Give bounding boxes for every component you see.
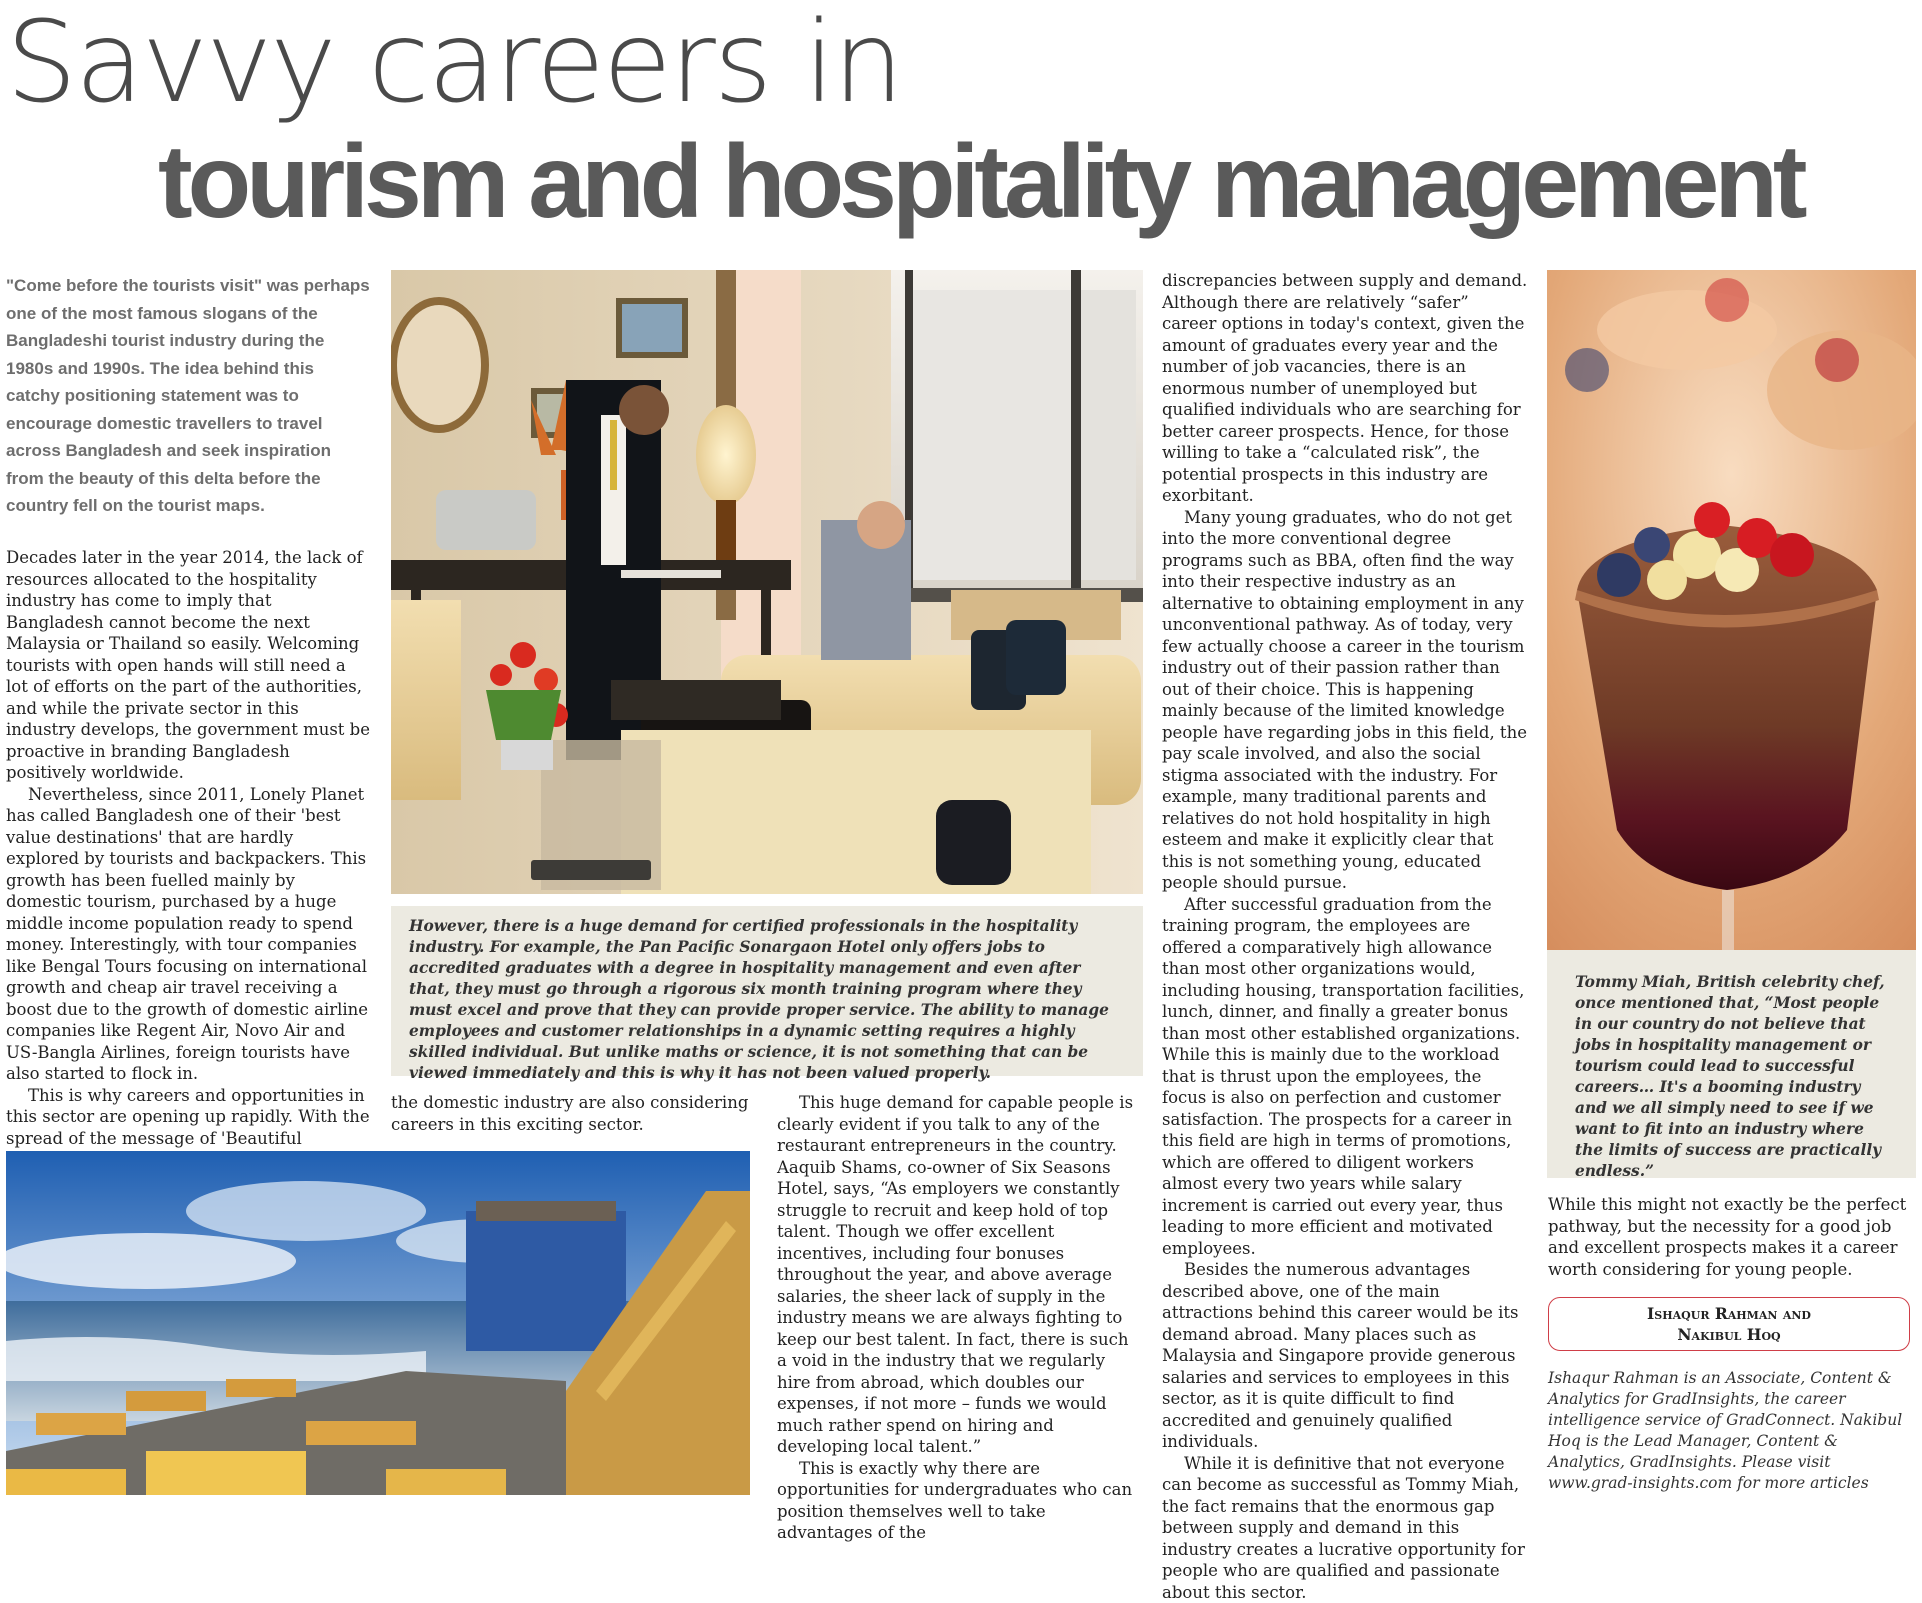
dessert-photo <box>1547 270 1916 950</box>
col4-paragraph-2: Many young graduates, who do not get into the more conventional degree programs such as BBA, often find the way into their respective industry as an alternative to obtaining employment in any unconventional pathway. As of today, very few actually choose a career in the tourism industry out of their passion rather than out of their choice. This is happening mainly because of the limited knowledge people have regarding jobs in this field, the pay scale involved, and also the social stigma associated with the industry. For example, many traditional parents and relatives do not hold hospitality in high esteem and make it explicitly clear that this is not something young, educated people should pursue. <box>1162 507 1528 894</box>
hotel-lounge-illustration <box>391 270 1143 894</box>
hotel-caption-text: However, there is a huge demand for certified professionals in the hospitality industry. For example, the Pan Pacific Sonargaon Hotel only offers jobs to accredited graduates with a degree in hospitality management and even after that, they must go through a rigorous six month training program where they must excel and prove that they can provide proper service. The ability to manage employees and customer relationships in a dynamic setting requires a highly skilled individual. But unlike maths or science, it is not something that can be viewed immediately and this is why it has not been valued properly. <box>409 916 1125 1084</box>
col1-paragraph-3: This is why careers and opportunities in this sector are opening up rapidly. With the spread of the message of 'Beautiful <box>6 1085 370 1171</box>
col4-paragraph-4: Besides the numerous advantages described above, one of the main attractions behind this career would be its demand abroad. Many places such as Malaysia and Singapore provide generous salaries and services to employees in this sector, as it is quite difficult to find accredited and genuinely qualified individuals. <box>1162 1259 1528 1453</box>
hotel-photo-caption <box>391 906 1143 1076</box>
author-bio <box>1548 1368 1914 1494</box>
author-byline <box>1548 1297 1910 1351</box>
chef-caption-text: Tommy Miah, British celebrity chef, once mentioned that, “Most people in our country do not believe that jobs in hospitality management or tourism could lead to successful careers… It's a booming industry and we all simply need to see if we want to fit into an industry where the limits of success are practically endless.” <box>1575 972 1892 1182</box>
column-2-continued <box>391 1092 751 1135</box>
col4-paragraph-1: discrepancies between supply and demand. Although there are relatively “safer” career options in today's context, given the amount of graduates every year and the number of job vacancies, there is an enormous number of unemployed but qualified individuals who are searching for better career prospects. Hence, for those willing to take a “calculated risk”, the potential prospects in this industry are exorbitant. <box>1162 270 1528 507</box>
dessert-illustration <box>1547 270 1916 950</box>
headline-line-1: Savvy careers in <box>6 4 902 122</box>
col3-paragraph-1: This huge demand for capable people is clearly evident if you talk to any of the restaurant entrepreneurs in the country. Aaquib Shams, co-owner of Six Seasons Hotel, says, “As employers we constantly struggle to recruit and keep hold of top talent. Though we offer excellent incentives, including four bonuses throughout the year, and above average salaries, the sheer lack of supply in the industry means we are always fighting to keep our best talent. In fact, there is such a void in the industry that we regularly hire from abroad, which doubles our expenses, if not more – funds we would much rather spend on hiring and developing local talent.” <box>777 1092 1137 1458</box>
column-1 <box>6 547 370 1171</box>
col4-paragraph-3: After successful graduation from the training program, the employees are offered a comparatively high allowance than most other organizations would, including housing, transportation facilities, lunch, dinner, and finally a greater bonus than most other established organizations. While this is mainly due to the workload that is thrust upon the employees, the focus is also on perfection and customer satisfaction. The prospects for a career in this field are high in terms of promotions, which are offered to diligent workers almost every two years while salary increment is carried out every year, thus leading to more efficient and motivated employees. <box>1162 894 1528 1260</box>
author-bio-text: Ishaqur Rahman is an Associate, Content & Analytics for GradInsights, the career intelligence service of GradConnect. Nakibul Hoq is the Lead Manager, Content & Analytics, GradInsights. Please visit www.grad-insights.com for more articles <box>1548 1368 1914 1494</box>
col4-paragraph-5: While it is definitive that not everyone can become as successful as Tommy Miah, the fact remains that the enormous gap between supply and demand in this industry creates a lucrative opportunity for people who are qualified and passionate about this sector. <box>1162 1453 1528 1603</box>
byline-line-2: Nakibul Hoq <box>1677 1324 1780 1345</box>
beach-deck-illustration <box>6 1151 750 1495</box>
col1-paragraph-2: Nevertheless, since 2011, Lonely Planet has called Bangladesh one of their 'best value destinations' that are hardly explored by tourists and backpackers. This growth has been fuelled mainly by domestic tourism, purchased by a huge middle income population ready to spend money. Interestingly, with tour companies like Bengal Tours focusing on international growth and cheap air travel receiving a boost due to the growth of domestic airline companies like Regent Air, Novo Air and US-Bangla Airlines, foreign tourists have also started to flock in. <box>6 784 370 1085</box>
column-5 <box>1548 1194 1914 1280</box>
hotel-lounge-photo <box>391 270 1143 894</box>
beach-deck-photo <box>6 1151 750 1495</box>
byline-line-1: Ishaqur Rahman and <box>1647 1303 1811 1324</box>
column-4 <box>1162 270 1528 1603</box>
col1-paragraph-1: Decades later in the year 2014, the lack of resources allocated to the hospitality industry has come to imply that Bangladesh cannot become the next Malaysia or Thailand so easily. Welcoming tourists with open hands will still need a lot of efforts on the part of the authorities, and while the private sector in this industry develops, the government must be proactive in branding Bangladesh positively worldwide. <box>6 547 370 784</box>
chef-quote-caption <box>1547 950 1916 1178</box>
col3-paragraph-2: This is exactly why there are opportunities for undergraduates who can position themselves well to take advantages of the <box>777 1458 1137 1544</box>
lead-paragraph <box>6 272 372 520</box>
headline-line-2: tourism and hospitality management <box>158 118 1803 246</box>
col2-text: the domestic industry are also considering careers in this exciting sector. <box>391 1092 751 1135</box>
col5-text: While this might not exactly be the perfect pathway, but the necessity for a good job and excellent prospects makes it a career worth considering for young people. <box>1548 1194 1914 1280</box>
lead-text: "Come before the tourists visit" was perhaps one of the most famous slogans of the Bangladeshi tourist industry during the 1980s and 1990s. The idea behind this catchy positioning statement was to encourage domestic travellers to travel across Bangladesh and seek inspiration from the beauty of this delta before the country fell on the tourist maps. <box>6 272 372 520</box>
column-3 <box>777 1092 1137 1544</box>
